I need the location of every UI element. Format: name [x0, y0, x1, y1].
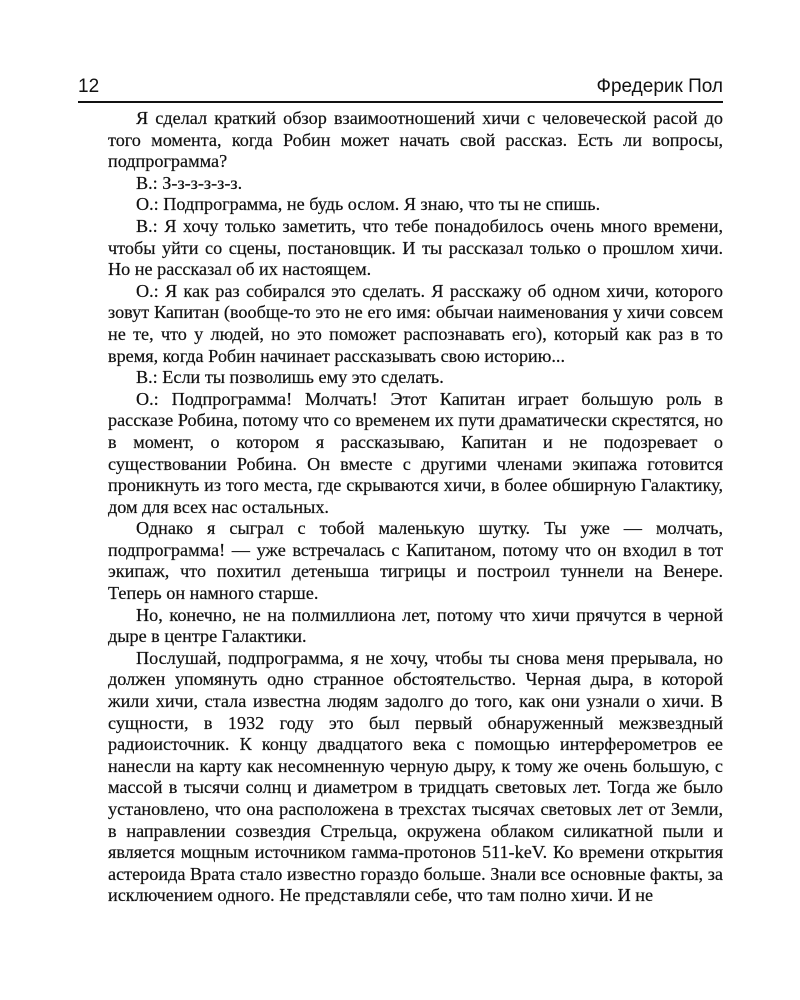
paragraph: Но, конечно, не на полмиллиона лет, потому что хичи прячутся в черной дыре в центре Галактики. [108, 604, 723, 647]
body-text [108, 108, 723, 907]
paragraph: В.: Если ты позволишь ему это сделать. [136, 367, 444, 388]
paragraph: Послушай, подпрограмма, я не хочу, чтобы ты снова меня прерывала, но должен упомянуть одно странное обстоятельство. Черная дыра, в которой жили хичи, стала известна людям задолго до того, как они узнали о хичи. В сущности, в 1932 году это был первый обнаруженный межзвездный радиоисточник. К концу двадцатого века с помощью интерферометров ее нанесли на карту как несомненную черную дыру, к тому же очень большую, с массой в тысячи солнц и диаметром в тридцать световых лет. Тогда же было установлено, что она расположена в трехстах тысячах световых лет от Земли, в направлении созвездия Стрельца, окружена облаком силикатной пыли и является мощным источником гамма-протонов 511-keV. Ко времени открытия астероида Врата стало известно гораздо больше. Знали все основные факты, за исключением одного. Не представляли себе, что там полно хичи. И не [108, 647, 723, 906]
paragraph: О.: Я как раз собирался это сделать. Я расскажу об одном хичи, которого зовут Капитан (вообще-то это не его имя: обычаи наименования у хичи совсем не те, что у людей, но это поможет распознавать его), который как раз в то время, когда Робин начинает рассказывать свою историю... [108, 280, 723, 366]
paragraph: В.: Я хочу только заметить, что тебе понадобилось очень много времени, чтобы уйти со сцены, постановщик. И ты рассказал только о прошлом хичи. Но не рассказал об их настоящем. [108, 215, 723, 280]
page-number: 12 [78, 76, 100, 97]
running-title: Фредерик Пол [596, 76, 723, 97]
paragraph: О.: Подпрограмма, не будь ослом. Я знаю, что ты не спишь. [136, 194, 601, 215]
paragraph: Однако я сыграл с тобой маленькую шутку. Ты уже — молчать, подпрограмма! — уже встречалась с Капитаном, потому что он входил в тот экипаж, что похитил детеныша тигрицы и построил туннели на Венере. Теперь он намного старше. [108, 518, 723, 604]
paragraph: В.: З-з-з-з-з-з. [136, 172, 243, 193]
header-rule [78, 101, 723, 103]
paragraph: Я сделал краткий обзор взаимоотношений хичи с человеческой расой до того момента, когда Робин может начать свой рассказ. Есть ли вопросы, подпрограмма? [108, 108, 723, 172]
paragraph: О.: Подпрограмма! Молчать! Этот Капитан играет большую роль в рассказе Робина, потому что со временем их пути драматически скрестятся, но в момент, о котором я рассказываю, Капитан и не подозревает о существовании Робина. Он вместе с другими членами экипажа готовится проникнуть из того места, где скрываются хичи, в более обширную Галактику, дом для всех нас остальных. [108, 388, 723, 517]
page-header [78, 72, 723, 100]
